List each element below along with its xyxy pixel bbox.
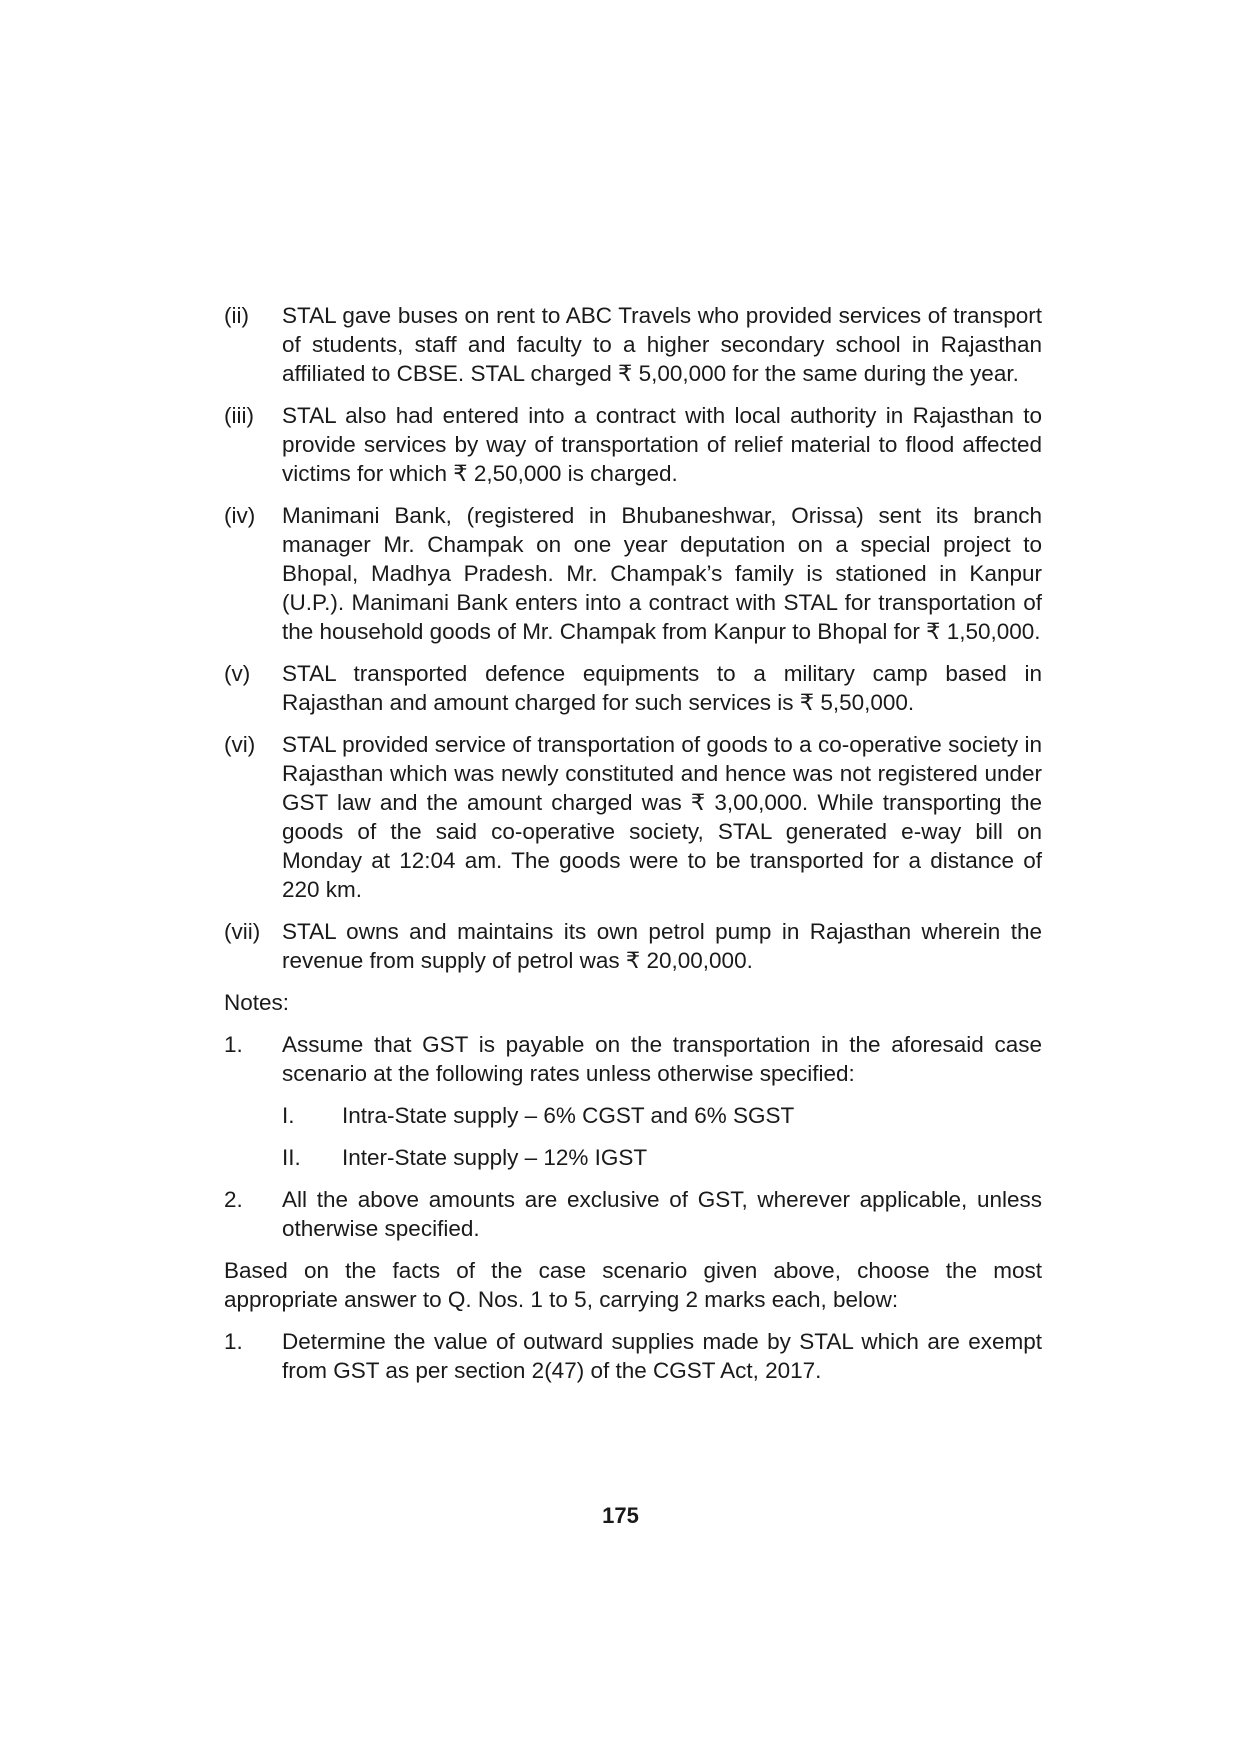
rate-number: I.	[282, 1103, 295, 1128]
list-item-text: STAL provided service of transportation of goods to a co-operative society in Rajasthan which was newly constituted and hence was not registered under GST law and the amount charged was ₹ 3,00,000. While transporting the goods of the said co-operative society, STAL generated e-way bill on Monday at 12:04 am. The goods were to be transported for a distance of 220 km.	[282, 732, 1042, 902]
note-item-1	[224, 1030, 1042, 1088]
rate-text: Inter-State supply – 12% IGST	[342, 1145, 648, 1170]
note-text: All the above amounts are exclusive of GST, wherever applicable, unless otherwise specified.	[282, 1187, 1042, 1241]
rate-number: II.	[282, 1145, 301, 1170]
list-item-ii	[224, 301, 1042, 388]
list-item-text: Manimani Bank, (registered in Bhubaneshwar, Orissa) sent its branch manager Mr. Champak on one year deputation on a special project to Bhopal, Madhya Pradesh. Mr. Champak’s family is stationed in Kanpur (U.P.). Manimani Bank enters into a contract with STAL for transportation of the household goods of Mr. Champak from Kanpur to Bhopal for ₹ 1,50,000.	[282, 503, 1042, 644]
list-item-text: STAL also had entered into a contract with local authority in Rajasthan to provide services by way of transportation of relief material to flood affected victims for which ₹ 2,50,000 is charged.	[282, 403, 1042, 486]
page-content	[224, 301, 1042, 1398]
list-item-number: (vii)	[224, 919, 261, 944]
note-text: Assume that GST is payable on the transportation in the aforesaid case scenario at the following rates unless otherwise specified:	[282, 1032, 1042, 1086]
list-item-v	[224, 659, 1042, 717]
list-item-text: STAL transported defence equipments to a military camp based in Rajasthan and amount charged for such services is ₹ 5,50,000.	[282, 661, 1042, 715]
list-item-text: STAL owns and maintains its own petrol pump in Rajasthan wherein the revenue from supply of petrol was ₹ 20,00,000.	[282, 919, 1042, 973]
note-number: 1.	[224, 1032, 243, 1057]
notes-heading: Notes:	[224, 990, 290, 1015]
list-item-number: (v)	[224, 661, 251, 686]
page-number: 175	[602, 1503, 639, 1528]
question-text: Determine the value of outward supplies made by STAL which are exempt from GST as per section 2(47) of the CGST Act, 2017.	[282, 1329, 1042, 1383]
list-item-vi	[224, 730, 1042, 904]
list-item-text: STAL gave buses on rent to ABC Travels who provided services of transport of students, staff and faculty to a higher secondary school in Rajasthan affiliated to CBSE. STAL charged ₹ 5,00,000 for the same during the year.	[282, 303, 1042, 386]
list-item-iii	[224, 401, 1042, 488]
list-item-number: (iii)	[224, 403, 254, 428]
rate-text: Intra-State supply – 6% CGST and 6% SGST	[342, 1103, 795, 1128]
list-item-number: (vi)	[224, 732, 256, 757]
list-item-number: (ii)	[224, 303, 249, 328]
rate-item-inter-state	[282, 1143, 1042, 1172]
question-item-1	[224, 1327, 1042, 1385]
question-number: 1.	[224, 1329, 243, 1354]
list-item-vii	[224, 917, 1042, 975]
note-number: 2.	[224, 1187, 243, 1212]
note-item-2	[224, 1185, 1042, 1243]
instruction-paragraph: Based on the facts of the case scenario given above, choose the most appropriate answer to Q. Nos. 1 to 5, carrying 2 marks each, below:	[224, 1258, 1042, 1312]
rate-item-intra-state	[282, 1101, 1042, 1130]
list-item-iv	[224, 501, 1042, 646]
list-item-number: (iv)	[224, 503, 256, 528]
